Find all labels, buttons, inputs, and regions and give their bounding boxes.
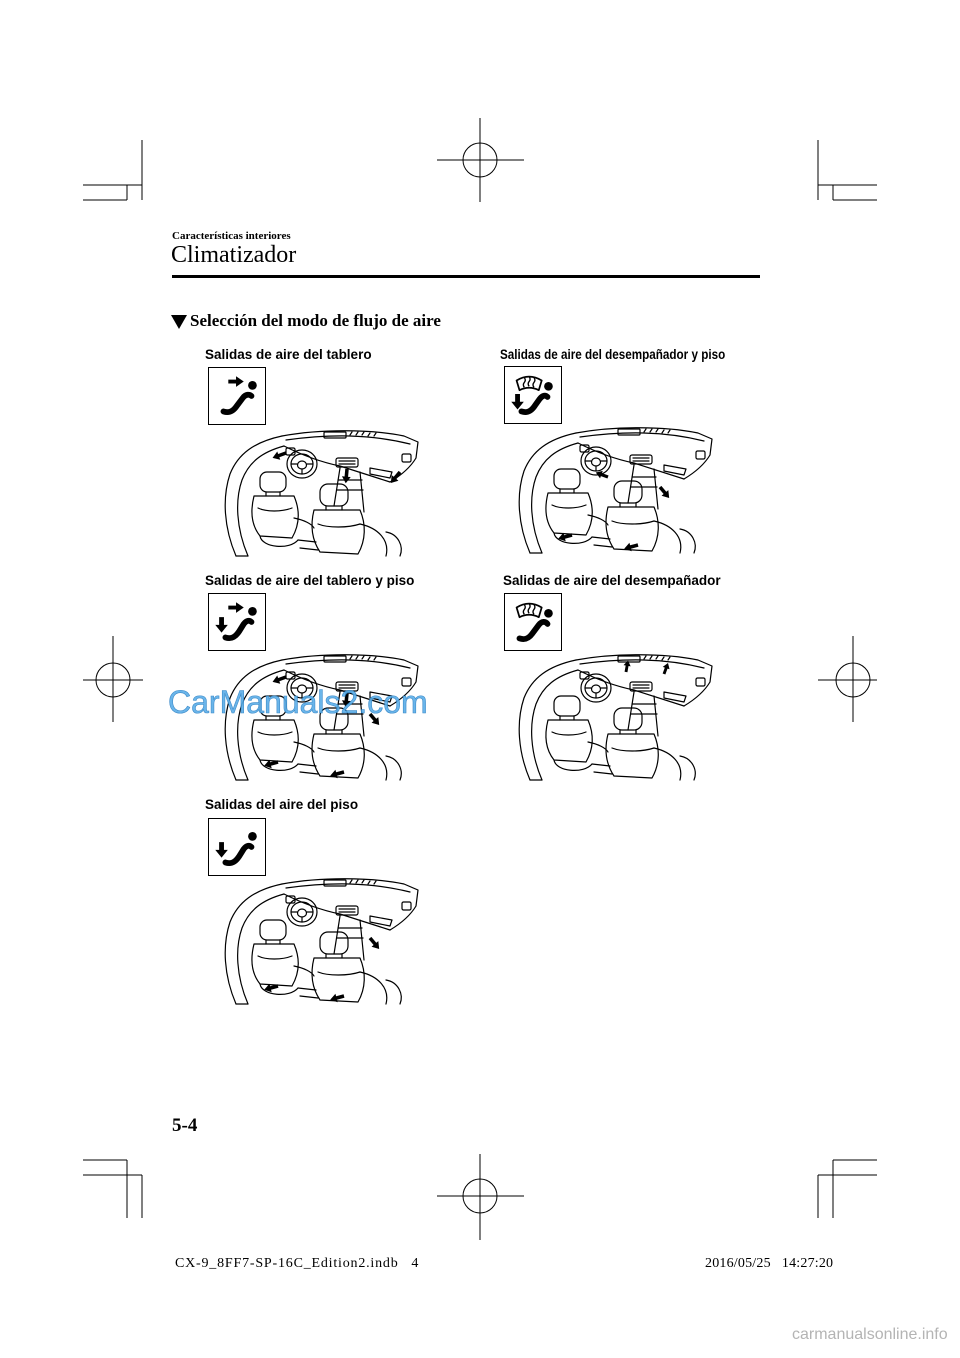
title-rule	[172, 275, 760, 278]
section-label: Características interiores	[172, 230, 291, 242]
mode-label: Salidas de aire del desempañador y piso	[500, 347, 726, 362]
crop-mark-bottom-right	[818, 1160, 877, 1218]
defrost-icon	[504, 593, 562, 651]
crop-mark-bottom-left	[83, 1160, 142, 1218]
sub-heading	[171, 311, 441, 331]
footer-file-name: CX-9_8FF7-SP-16C_Edition2.indb 4	[175, 1256, 420, 1271]
mode-label: Salidas de aire del tablero y piso	[205, 573, 415, 588]
registration-mark-right	[818, 636, 877, 722]
car-interior-illustration	[220, 428, 420, 558]
registration-mark-left	[83, 636, 143, 722]
mode-label: Salidas de aire del tablero	[205, 347, 372, 362]
triangle-down-icon	[171, 315, 187, 329]
site-watermark: carmanualsonline.info	[792, 1326, 948, 1343]
page-number: 5-4	[172, 1115, 198, 1136]
panel-vent-icon	[208, 367, 266, 425]
registration-mark-top	[437, 118, 524, 202]
car-interior-illustration	[220, 876, 420, 1006]
defrost-floor-icon	[504, 366, 562, 424]
panel-floor-icon	[208, 593, 266, 651]
crop-mark-top-left	[83, 140, 142, 200]
page-title: Climatizador	[171, 242, 297, 268]
car-interior-illustration	[514, 652, 714, 782]
mode-label: Salidas de aire del desempañador	[503, 573, 721, 588]
crop-mark-top-right	[818, 140, 877, 200]
registration-mark-bottom	[437, 1154, 524, 1240]
watermark-text: CarManuals2.com	[168, 684, 428, 720]
mode-label: Salidas del aire del piso	[205, 797, 359, 812]
footer-timestamp: 2016/05/25 14:27:20	[705, 1256, 834, 1271]
floor-icon	[208, 818, 266, 876]
sub-heading-text: Selección del modo de flujo de aire	[190, 311, 441, 330]
car-interior-illustration	[514, 425, 714, 555]
